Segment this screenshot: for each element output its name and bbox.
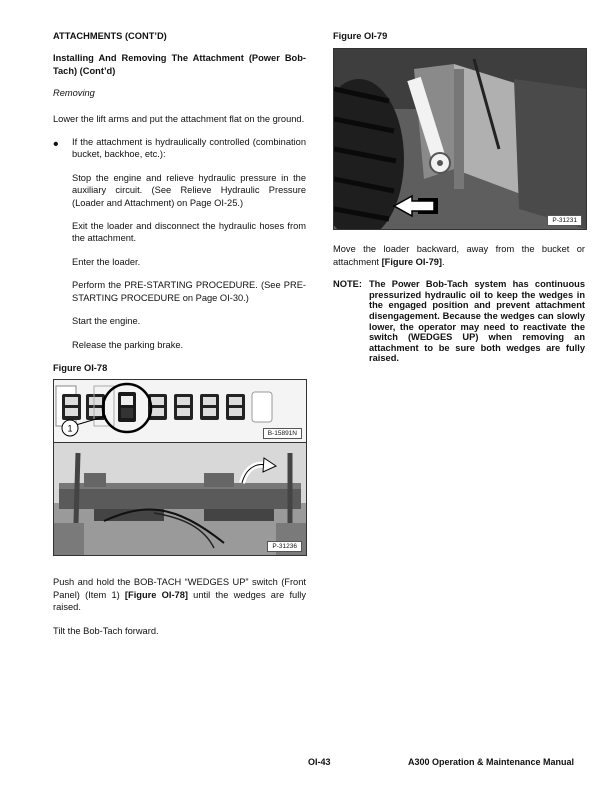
figure-79-reference: [Figure OI-79]	[381, 256, 443, 267]
switch-icon	[62, 394, 81, 420]
loader-wheel-drawing	[334, 49, 586, 229]
step-stop-engine: Stop the engine and relieve hydraulic pressure in the auxiliary circuit. (See Relieve Hydraulic Pressure (Loader and Attachment) on Page OI-25.)	[72, 172, 306, 208]
manual-title: A300 Operation & Maintenance Manual	[408, 757, 575, 767]
paragraph-lower-arms: Lower the lift arms and put the attachment flat on the ground.	[53, 113, 305, 124]
step-start-engine: Start the engine.	[72, 316, 141, 327]
note-text: The Power Bob-Tach system has continuous pressurized hydraulic oil to keep the wedges in the engaged position and prevent attachment disengagement. Because the wedges can slowly lower, the operator may need to reactivate the switch (WEDGES UP) when removing an attachment to be sure both wedges are fully raised.	[369, 279, 585, 364]
bullet-hydraulic	[53, 136, 306, 161]
right-column	[333, 30, 585, 364]
figure-78-callout: 1	[67, 423, 73, 434]
left-column	[53, 30, 306, 637]
paragraph-push-hold: Push and hold the BOB-TACH “WEDGES UP” switch (Front Panel) (Item 1) [Figure OI-78] until the wedges are fully raised.	[53, 577, 306, 613]
figure-78-reference: [Figure OI-78]	[124, 589, 188, 600]
step-pre-starting: Perform the PRE-STARTING PROCEDURE. (See PRE-STARTING PROCEDURE on Page OI-30.)	[72, 280, 306, 303]
bullet-text: If the attachment is hydraulically controlled (combination bucket, backhoe, etc.):	[72, 137, 306, 160]
step-enter-loader: Enter the loader.	[72, 256, 141, 267]
figure-78-bobtach-image	[53, 443, 307, 556]
figure-79-label: P-31231	[547, 215, 582, 226]
figure-79-image	[333, 48, 587, 230]
subheading: Installing And Removing The Attachment (Power Bob-Tach) (Cont’d)	[53, 53, 306, 76]
figure-78-top-label: B-15891N	[263, 428, 302, 439]
bobtach-drawing	[54, 443, 306, 555]
section-heading: ATTACHMENTS (CONT’D)	[53, 31, 167, 41]
figure-79-title: Figure OI-79	[333, 31, 388, 41]
note-label: NOTE:	[333, 279, 362, 290]
paragraph-tilt: Tilt the Bob-Tach forward.	[53, 625, 159, 636]
removing-heading: Removing	[53, 88, 95, 99]
step-release-brake: Release the parking brake.	[72, 339, 184, 350]
figure-78-panel-image	[53, 379, 307, 443]
paragraph-move-backward: Move the loader backward, away from the bucket or attachment [Figure OI-79].	[333, 244, 585, 267]
page-number: OI-43	[308, 757, 331, 767]
note-block	[333, 279, 585, 364]
bullet-mark: •	[53, 136, 59, 154]
step-exit-loader: Exit the loader and disconnect the hydraulic hoses from the attachment.	[72, 221, 306, 244]
figure-78-bottom-label: P-31236	[267, 541, 302, 552]
figure-78-title: Figure OI-78	[53, 362, 108, 373]
